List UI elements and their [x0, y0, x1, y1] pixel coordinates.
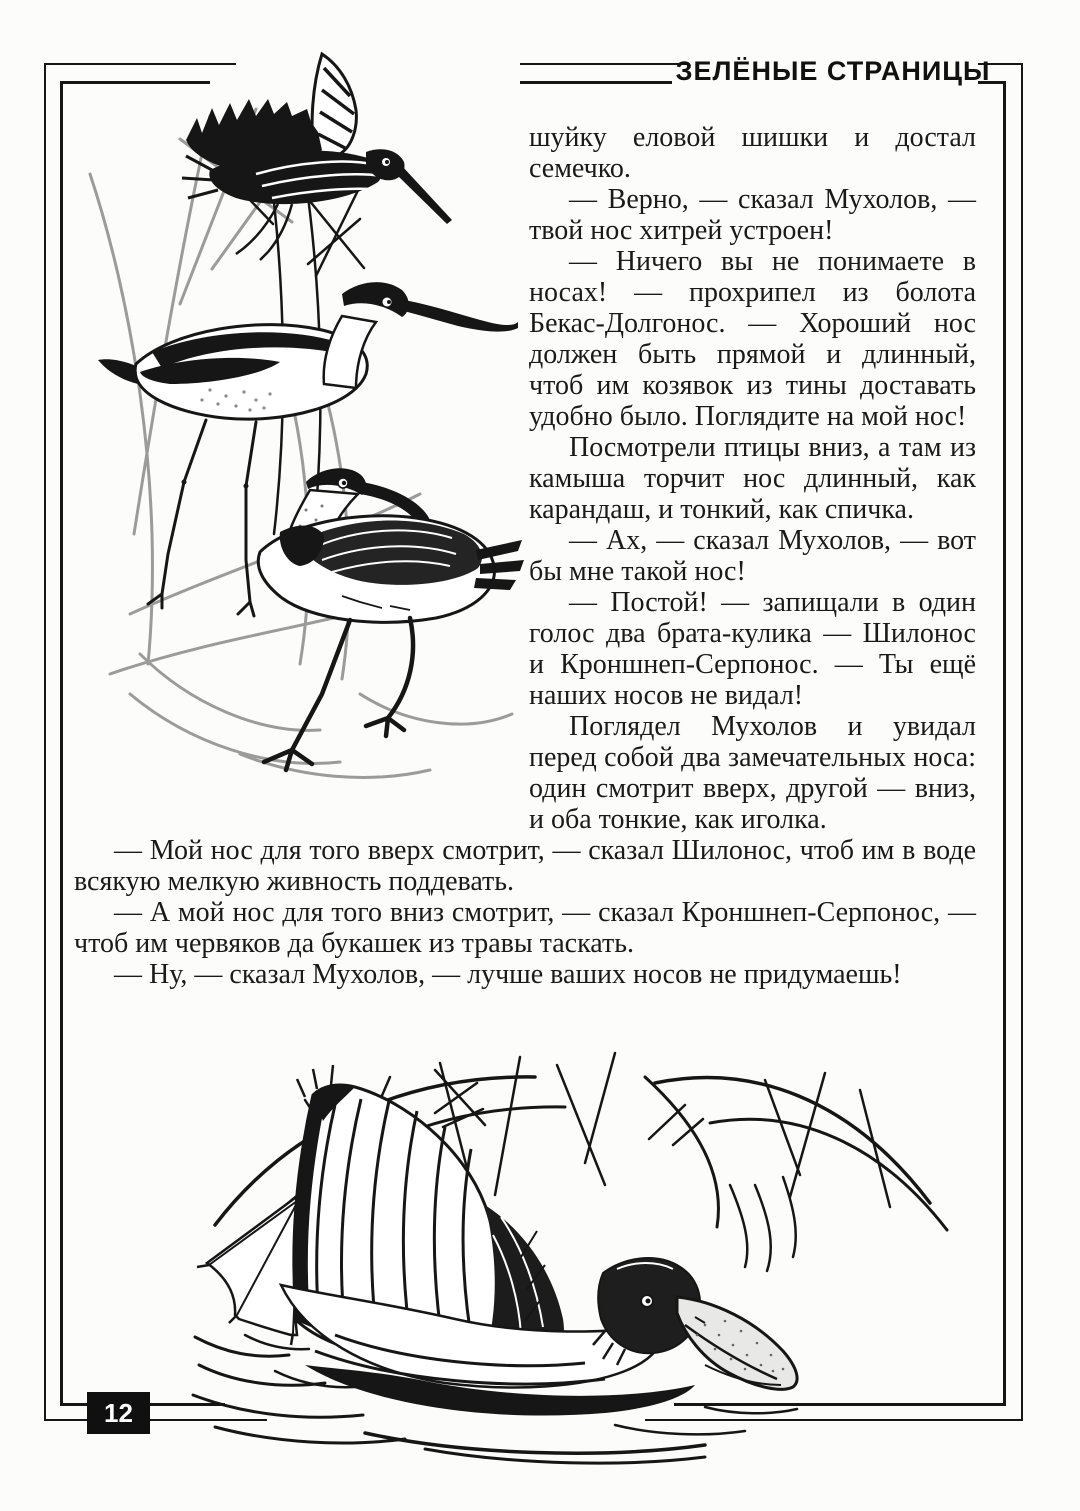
page-number-badge [87, 1392, 150, 1434]
frame-outer-right [1021, 63, 1023, 1421]
flying-snipe-illustration [182, 54, 452, 260]
waders-among-reeds-drawing [60, 54, 530, 814]
story-paragraph: Поглядел Мухолов и увидал перед собой два замечательных носа: один смотрит вверх, другой — вниз, и оба тонкие, как иголка. [529, 711, 976, 835]
curlew-legs [264, 618, 413, 770]
top-illustration [74, 122, 529, 822]
story-paragraph: шуйку еловой шишки и достал семечко. [529, 122, 976, 184]
page-number: 12 [104, 1397, 133, 1428]
frame-outer-top-mid [520, 63, 695, 65]
story-paragraph: — А мой нос для того вниз смотрит, — сказал Кроншнеп-Серпонос, — чтоб им червяков да букашек из травы таскать. [74, 897, 976, 959]
duck-body [281, 1065, 695, 1416]
frame-outer-left [44, 63, 46, 1421]
story-paragraph: — Мой нос для того вверх смотрит, — сказал Шилонос, чтоб им в воде всякую мелкую живность поддевать. [74, 835, 976, 897]
story-paragraph: — Верно, — сказал Мухолов, — твой нос хитрей устроен! [529, 184, 976, 246]
duck-bill [677, 1297, 797, 1389]
story-paragraph: — Постой! — запищали в один голос два брата-кулика — Шилонос и Кроншнеп-Серпонос. — Ты ещё наших носов не видал! [529, 587, 976, 711]
avocet-legs [148, 420, 256, 616]
bottom-illustration [185, 1035, 975, 1465]
story-paragraph: Посмотрели птицы вниз, а там из камыша торчит нос длинный, как карандаш, и тонкий, как спичка. [529, 432, 976, 525]
pencil-reeds [90, 109, 512, 777]
story-paragraph: — Ах, — сказал Мухолов, — вот бы мне такой нос! [529, 525, 976, 587]
curlew-illustration [258, 468, 524, 770]
header-title: ЗЕЛЁНЫЕ СТРАНИЦЫ [675, 55, 991, 86]
story-paragraph: — Ничего вы не понимаете в носах! — прохрипел из болота Бекас-Долгонос. — Хороший нос должен быть прямой и длинный, чтоб им козявок из тины доставать удобно было. Поглядите на мой нос! [529, 246, 976, 432]
story-paragraph: — Ну, — сказал Мухолов, — лучше ваших носов не придумаешь! [114, 959, 902, 990]
